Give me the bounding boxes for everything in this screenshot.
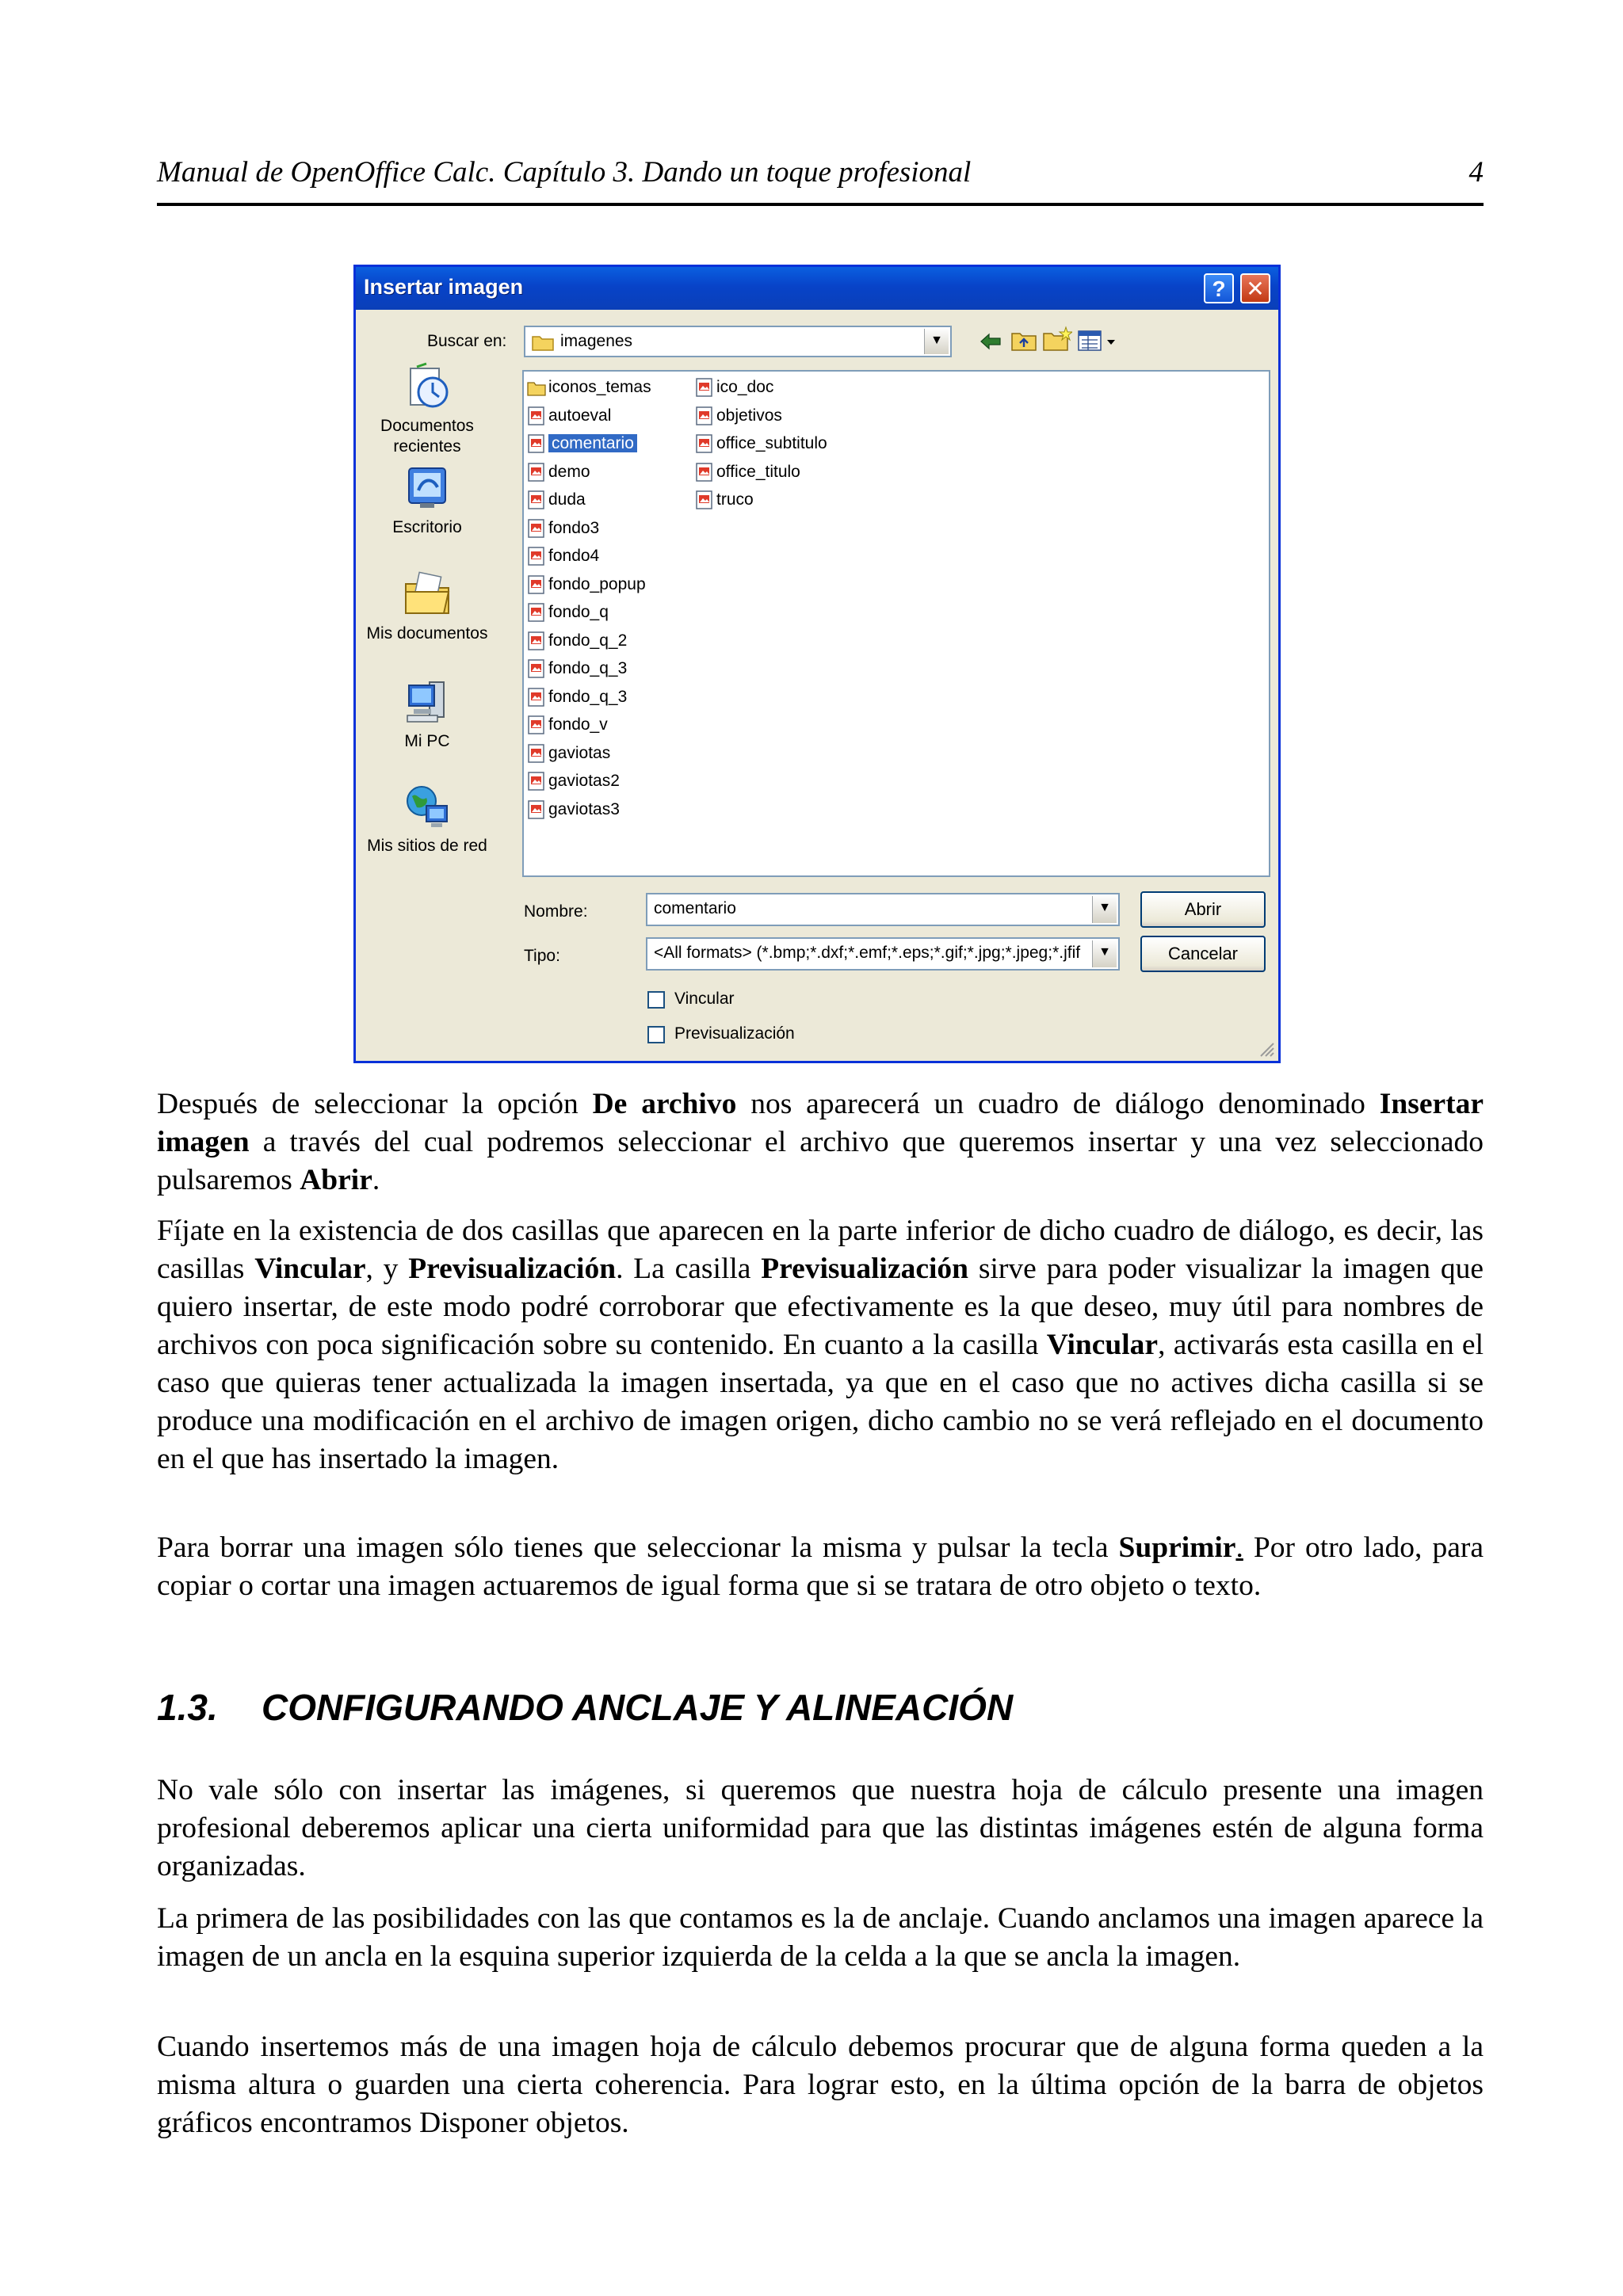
file-type-value: <All formats> (*.bmp;*.dxf;*.emf;*.eps;*.gif;*.jpg;*.jpeg;*.jfif [654,944,1081,962]
back-icon[interactable] [979,330,1002,353]
section-heading [157,1686,1013,1729]
file-name-label: Nombre: [524,902,588,921]
file-list-item[interactable] [695,431,827,456]
image-file-icon [527,518,546,539]
image-file-icon [527,462,546,482]
link-label: Vincular [674,990,735,1008]
file-name: objetivos [716,406,782,425]
cancel-button[interactable]: Cancelar [1140,936,1266,972]
file-type-label: Tipo: [524,947,560,965]
place-network[interactable] [364,782,491,856]
file-name: fondo_q_3 [548,687,628,706]
place-label: Mi PC [404,732,450,750]
file-list-item[interactable] [527,516,599,541]
recent-documents-icon [403,362,452,411]
look-in-label: Buscar en: [427,332,507,350]
file-list-item[interactable] [527,741,610,766]
preview-label: Previsualización [674,1024,795,1043]
section-title: CONFIGURANDO ANCLAJE Y ALINEACIÓN [262,1687,1014,1728]
file-list-item[interactable] [527,375,651,400]
place-label: Mis documentos [366,624,488,643]
image-file-icon [527,687,546,707]
file-name-value: comentario [654,899,736,917]
view-menu-icon[interactable] [1077,329,1118,353]
image-file-icon [695,462,714,482]
my-computer-icon [403,677,452,727]
image-file-icon [527,743,546,764]
file-name: gaviotas2 [548,772,620,790]
up-folder-icon[interactable] [1010,329,1037,353]
file-list-item[interactable] [527,685,627,710]
file-list-item[interactable] [695,460,800,485]
header-title: Manual de OpenOffice Calc. Capítulo 3. Dando un toque profesional [157,156,972,189]
close-button[interactable]: ✕ [1240,273,1270,303]
file-list-item[interactable] [695,375,773,400]
file-name-input[interactable] [646,893,1120,926]
paragraph-2: Fíjate en la existencia de dos casillas que aparecen en la parte inferior de dicho cuadro de diálogo, es decir, las casillas Vincular, y Previsualización. La casilla Previsualización sirve para poder visualizar la imagen que quiero insertar, de este modo podré corroborar que efectivamente es la que deseo, muy útil para nombres de archivos con poca significación sobre su contenido. En cuanto a la casilla Vincular, activarás esta casilla en el caso que quieras tener actualizada la imagen insertada, ya que en el caso que no actives dicha casilla si se produce una modificación en el archivo de imagen origen, dicho cambio no se verá reflejado en el documento en el que has insertado la imagen. [157,1215,1484,1475]
image-file-icon [527,406,546,426]
place-my-computer[interactable] [364,677,491,752]
place-label: Mis sitios de red [367,837,487,855]
file-list-item[interactable] [695,487,754,513]
image-file-icon [695,433,714,454]
preview-checkbox[interactable] [647,1026,665,1043]
network-places-icon [403,782,452,831]
look-in-select[interactable] [524,326,952,357]
file-name: fondo_v [548,715,608,734]
file-type-select[interactable] [646,937,1120,971]
file-list-item[interactable] [527,712,608,738]
file-name: ico_doc [716,378,774,396]
file-name: truco [716,490,754,509]
file-list-item[interactable] [527,543,599,569]
file-name: fondo_q_3 [548,659,628,677]
image-file-icon [695,490,714,510]
image-file-icon [527,574,546,595]
file-name: office_titulo [716,462,800,481]
file-name: demo [548,462,590,481]
file-name: comentario [548,434,637,452]
image-file-icon [527,658,546,679]
paragraph-3: Para borrar una imagen sólo tienes que seleccionar la misma y pulsar la tecla Suprimir. Por otro lado, para copiar o cortar una imagen actuaremos de igual forma que si se tratara de otro objeto o texto. [157,1531,1484,1602]
file-list-item[interactable] [527,403,611,429]
place-label: Escritorio [392,518,462,536]
dialog-titlebar [356,267,1278,310]
file-list-item[interactable] [527,460,590,485]
chevron-down-icon[interactable]: ▼ [1092,940,1117,967]
folder-icon [527,377,546,398]
look-in-value: imagenes [560,332,633,350]
image-file-icon [695,406,714,426]
file-name: gaviotas3 [548,799,620,818]
file-list-item[interactable] [527,431,637,456]
file-name: fondo_q_2 [548,631,628,650]
link-checkbox[interactable] [647,991,665,1009]
place-desktop[interactable] [364,463,491,538]
file-list-item[interactable] [527,797,620,822]
image-file-icon [527,433,546,454]
open-button[interactable]: Abrir [1140,891,1266,928]
page-header [157,155,1484,206]
image-file-icon [527,490,546,510]
desktop-icon [403,463,452,513]
file-list-item[interactable] [695,403,782,429]
place-my-documents[interactable] [364,570,491,644]
file-name: office_subtitulo [716,434,827,452]
file-list-item[interactable] [527,572,646,597]
dialog-title: Insertar imagen [364,275,524,299]
file-name: iconos_temas [548,378,651,396]
page-number: 4 [1468,156,1484,189]
resize-grip-icon[interactable] [1256,1039,1275,1058]
image-file-icon [527,799,546,820]
file-name: fondo_popup [548,574,646,593]
folder-icon [532,334,554,351]
my-documents-icon [403,570,452,619]
file-name: gaviotas [548,743,611,762]
help-button[interactable]: ? [1204,273,1234,303]
file-name: fondo3 [548,518,600,537]
file-name: duda [548,490,586,509]
new-folder-icon[interactable] [1042,326,1072,353]
file-list-item[interactable] [527,600,609,625]
image-file-icon [527,771,546,791]
place-label: Documentos recientes [380,417,474,456]
chevron-down-icon[interactable]: ▼ [924,329,949,354]
image-file-icon [527,546,546,566]
file-name: fondo_q [548,603,609,621]
paragraph-5: La primera de las posibilidades con las que contamos es la de anclaje. Cuando anclamos una imagen aparece la imagen de un ancla en la esquina superior izquierda de la celda a la que se ancla la imagen. [157,1902,1484,1973]
insert-image-dialog [353,265,1281,1063]
file-list-item[interactable] [527,769,620,794]
chevron-down-icon[interactable]: ▼ [1092,896,1117,923]
file-name: fondo4 [548,547,600,565]
file-name: autoeval [548,406,612,425]
place-recent-documents[interactable] [364,362,491,457]
file-list-item[interactable] [527,487,586,513]
section-number: 1.3. [157,1687,218,1728]
paragraph-1: Después de seleccionar la opción De archivo nos aparecerá un cuadro de diálogo denominado Insertar imagen a través del cual podremos seleccionar el archivo que queremos insertar y una vez seleccionado pulsaremos Abrir. [157,1088,1484,1196]
file-list-item[interactable] [527,656,627,681]
image-file-icon [527,631,546,651]
file-list[interactable] [522,370,1270,877]
image-file-icon [695,377,714,398]
paragraph-4: No vale sólo con insertar las imágenes, si queremos que nuestra hoja de cálculo presente una imagen profesional deberemos aplicar una cierta uniformidad para que las distintas imágenes estén de alguna forma organizadas. [157,1774,1484,1882]
image-file-icon [527,602,546,623]
paragraph-6: Cuando insertemos más de una imagen hoja de cálculo debemos procurar que de alguna forma queden a la misma altura o guarden una cierta coherencia. Para lograr esto, en la última opción de la barra de objetos gráficos encontramos Disponer objetos. [157,2031,1484,2139]
image-file-icon [527,715,546,735]
file-list-item[interactable] [527,628,627,654]
